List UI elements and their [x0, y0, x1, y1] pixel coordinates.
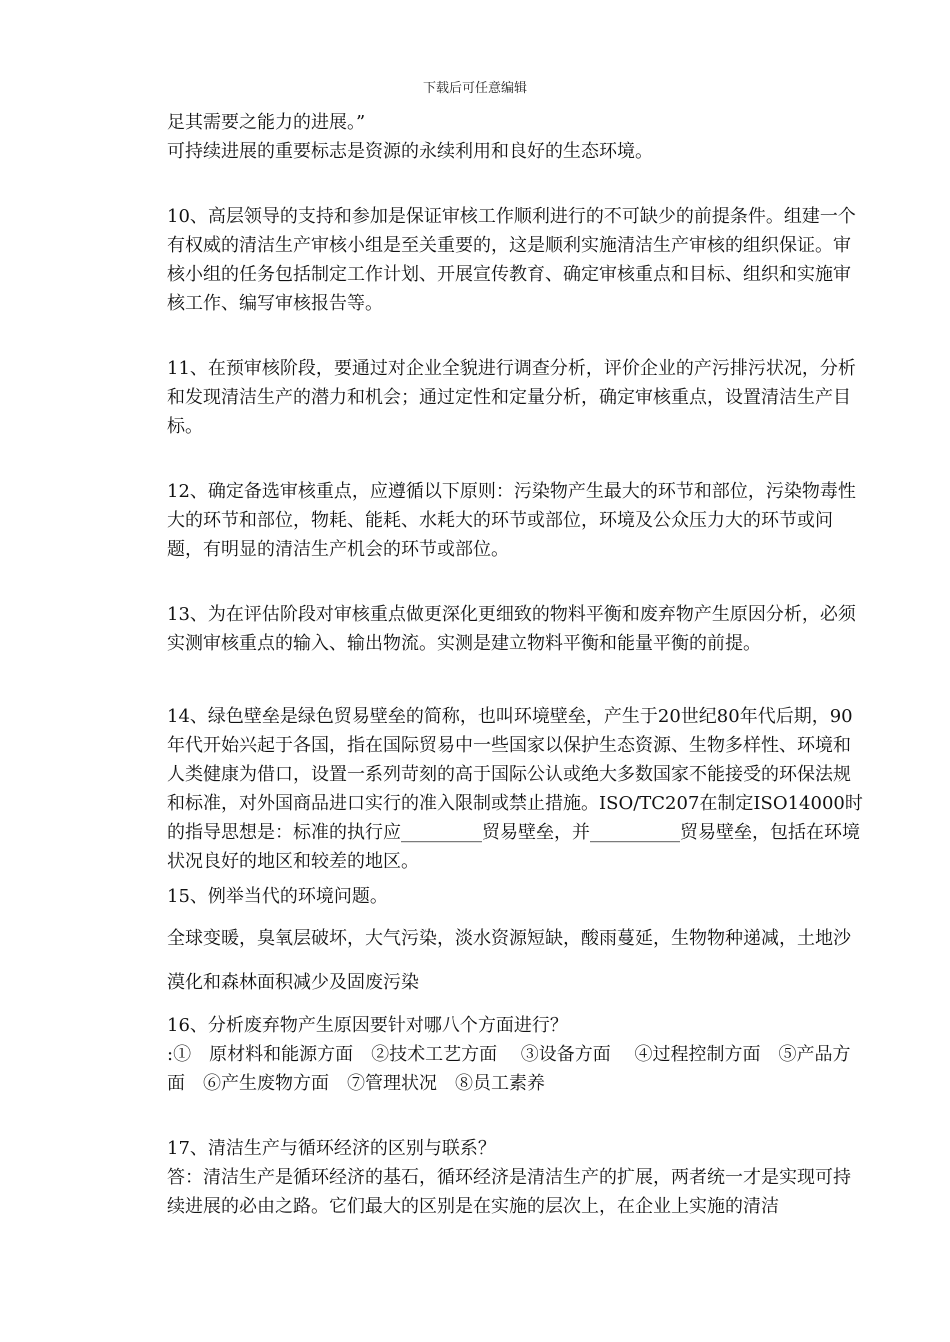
paragraph-item-10: 10、高层领导的支持和参加是保证审核工作顺利进行的不可缺少的前提条件。组建一个有权威的清洁生产审核小组是至关重要的，这是顺利实施清洁生产审核的组织保证。审核小组的任务包括制定工作计划、开展宣传教育、确定审核重点和目标、组织和实施审核工作、编写审核报告等。	[167, 206, 856, 314]
paragraph-continuation-b: 可持续进展的重要标志是资源的永续利用和良好的生态环境。	[167, 141, 653, 162]
answer-15: 全球变暖，臭氧层破坏，大气污染，淡水资源短缺，酸雨蔓延，生物物种递减，土地沙漠化和森林面积减少及固废污染	[167, 928, 851, 993]
paragraph-item-12: 12、确定备选审核重点，应遵循以下原则：污染物产生最大的环节和部位，污染物毒性大的环节和部位，物耗、能耗、水耗大的环节或部位，环境及公众压力大的环节或问题，有明显的清洁生产机会的环节或部位。	[167, 481, 856, 560]
document-body	[167, 108, 867, 1221]
paragraph-item-11: 11、在预审核阶段，要通过对企业全貌进行调查分析，评价企业的产污排污状况，分析和发现清洁生产的潜力和机会；通过定性和定量分析，确定审核重点，设置清洁生产目标。	[167, 358, 856, 437]
question-17: 17、清洁生产与循环经济的区别与联系？	[167, 1138, 496, 1159]
answer-16: :① 原材料和能源方面 ②技术工艺方面 ③设备方面 ④过程控制方面 ⑤产品方面 ⑥产生废物方面 ⑦管理状况 ⑧员工素养	[167, 1044, 851, 1094]
page-header: 下载后可任意编辑	[422, 81, 527, 96]
paragraph-item-14: 14、绿色壁垒是绿色贸易壁垒的简称，也叫环境壁垒，产生于20世纪80年代后期，90年代开始兴起于各国，指在国际贸易中一些国家以保护生态资源、生物多样性、环境和人类健康为借口，设置一系列苛刻的高于国际公认或绝大多数国家不能接受的环保法规和标准，对外国商品进口实行的准入限制或禁止措施。ISO/TC207在制定ISO14000时的指导思想是：标准的执行应_________贸易壁垒，并__________贸易壁垒，包括在环境状况良好的地区和较差的地区。	[167, 706, 863, 872]
paragraph-continuation-a: 足其需要之能力的进展。”	[167, 112, 366, 133]
answer-17: 答：清洁生产是循环经济的基石，循环经济是清洁生产的扩展，两者统一才是实现可持续进展的必由之路。它们最大的区别是在实施的层次上，在企业上实施的清洁	[167, 1167, 851, 1217]
question-15: 15、例举当代的环境问题。	[167, 886, 388, 907]
paragraph-item-13: 13、为在评估阶段对审核重点做更深化更细致的物料平衡和废弃物产生原因分析，必须实测审核重点的输入、输出物流。实测是建立物料平衡和能量平衡的前提。	[167, 604, 856, 654]
question-16: 16、分析废弃物产生原因要针对哪八个方面进行？	[167, 1015, 568, 1036]
